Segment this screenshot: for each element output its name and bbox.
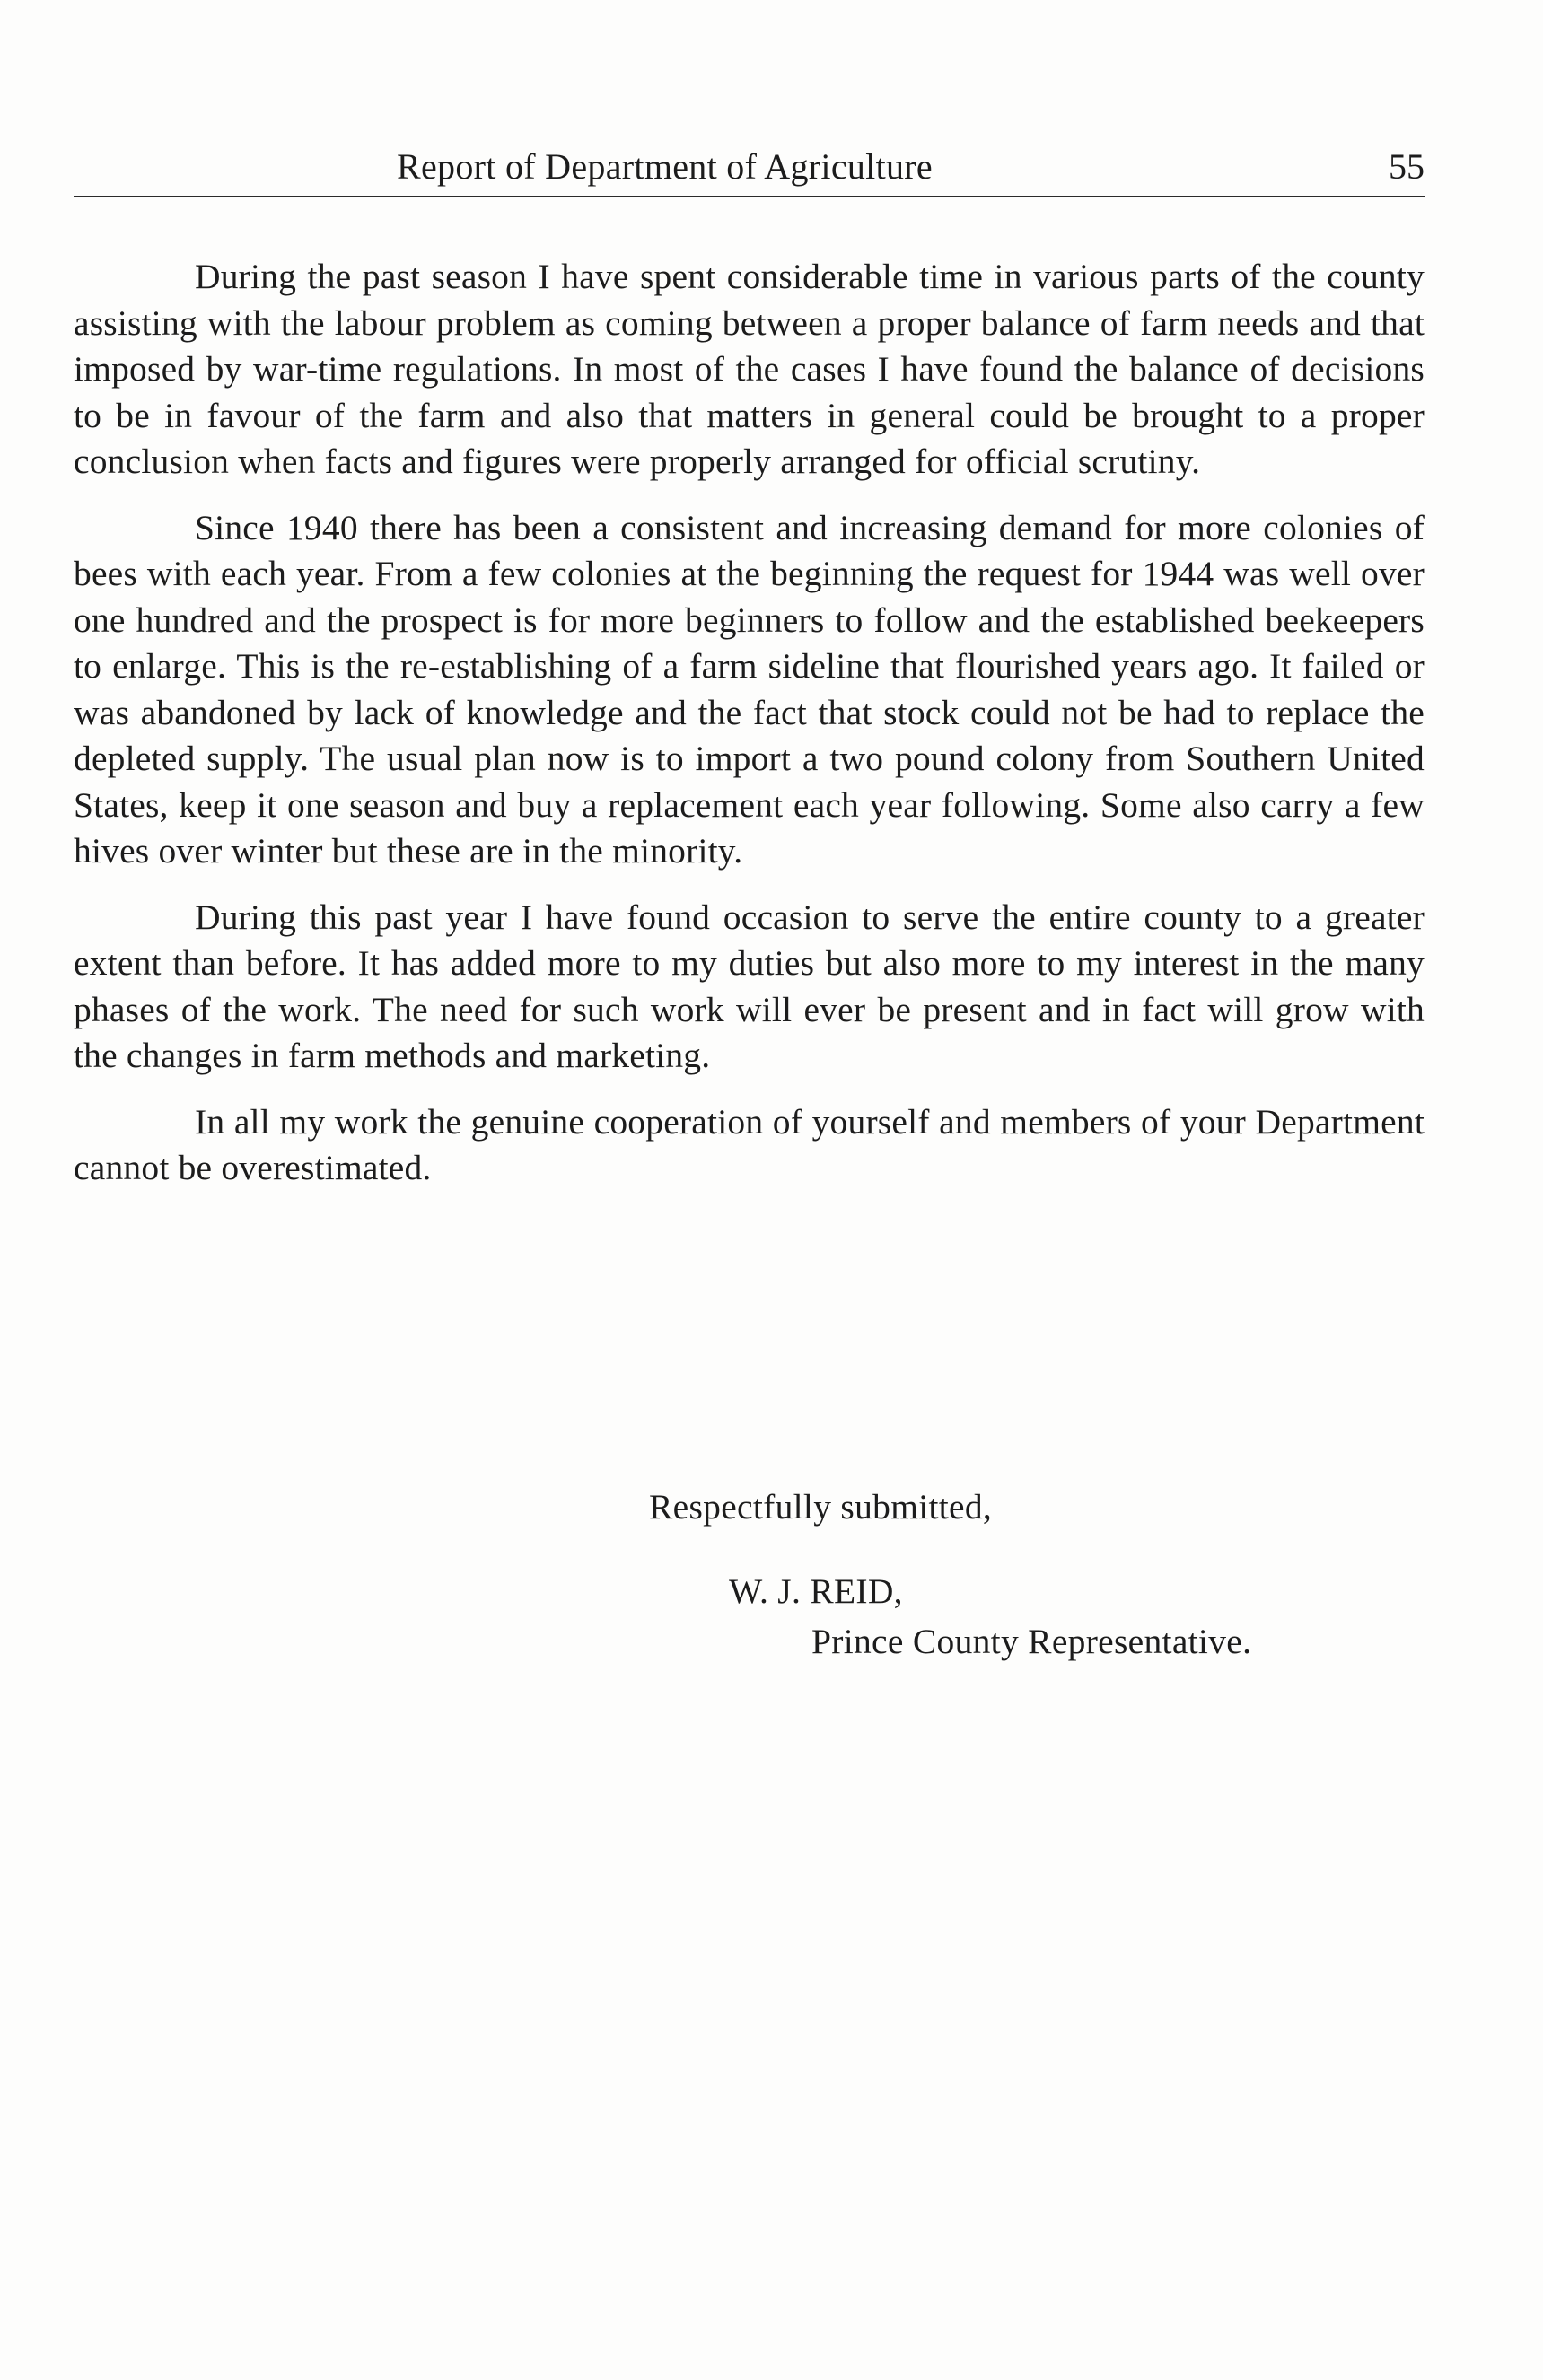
signatory-name: W. J. REID, [729, 1571, 903, 1611]
report-body [74, 254, 1425, 1212]
paragraph-bees: Since 1940 there has been a consistent and increasing demand for more colonies of bees with each year. From a few colonies at the beginning the request for 1944 was well over one hundred and the prospect is for more beginners to follow and the established beekeepers to enlarge. This is the re-establishing of a farm sideline that flourished years ago. It failed or was abandoned by lack of knowledge and the fact that stock could not be had to replace the depleted supply. The usual plan now is to import a two pound colony from Southern United States, keep it one season and buy a replacement each year following. Some also carry a few hives over winter but these are in the minority. [74, 507, 1425, 871]
paragraph-county-service: During this past year I have found occasion to serve the entire county to a greater extent than before. It has added more to my duties but also more to my interest in the many phases of the work. The need for such work will ever be present and in fact will grow with the changes in farm methods and marketing. [74, 897, 1425, 1075]
paragraph-cooperation: In all my work the genuine cooperation of yourself and members of your Department cannot be overestimated. [74, 1101, 1425, 1187]
paragraph-labour: During the past season I have spent considerable time in various parts of the county assisting with the labour problem as coming between a proper balance of farm needs and that imposed by war-time regulations. In most of the cases I have found the balance of decisions to be in favour of the farm and also that matters in general could be brought to a proper conclusion when facts and figures were properly arranged for official scrutiny. [74, 257, 1425, 481]
header-title: Report of Department of Agriculture [397, 146, 933, 187]
running-header [74, 142, 1425, 197]
signatory-title: Prince County Representative. [811, 1622, 1252, 1661]
closing-salutation: Respectfully submitted, [649, 1487, 993, 1527]
page-number: 55 [1389, 146, 1425, 187]
